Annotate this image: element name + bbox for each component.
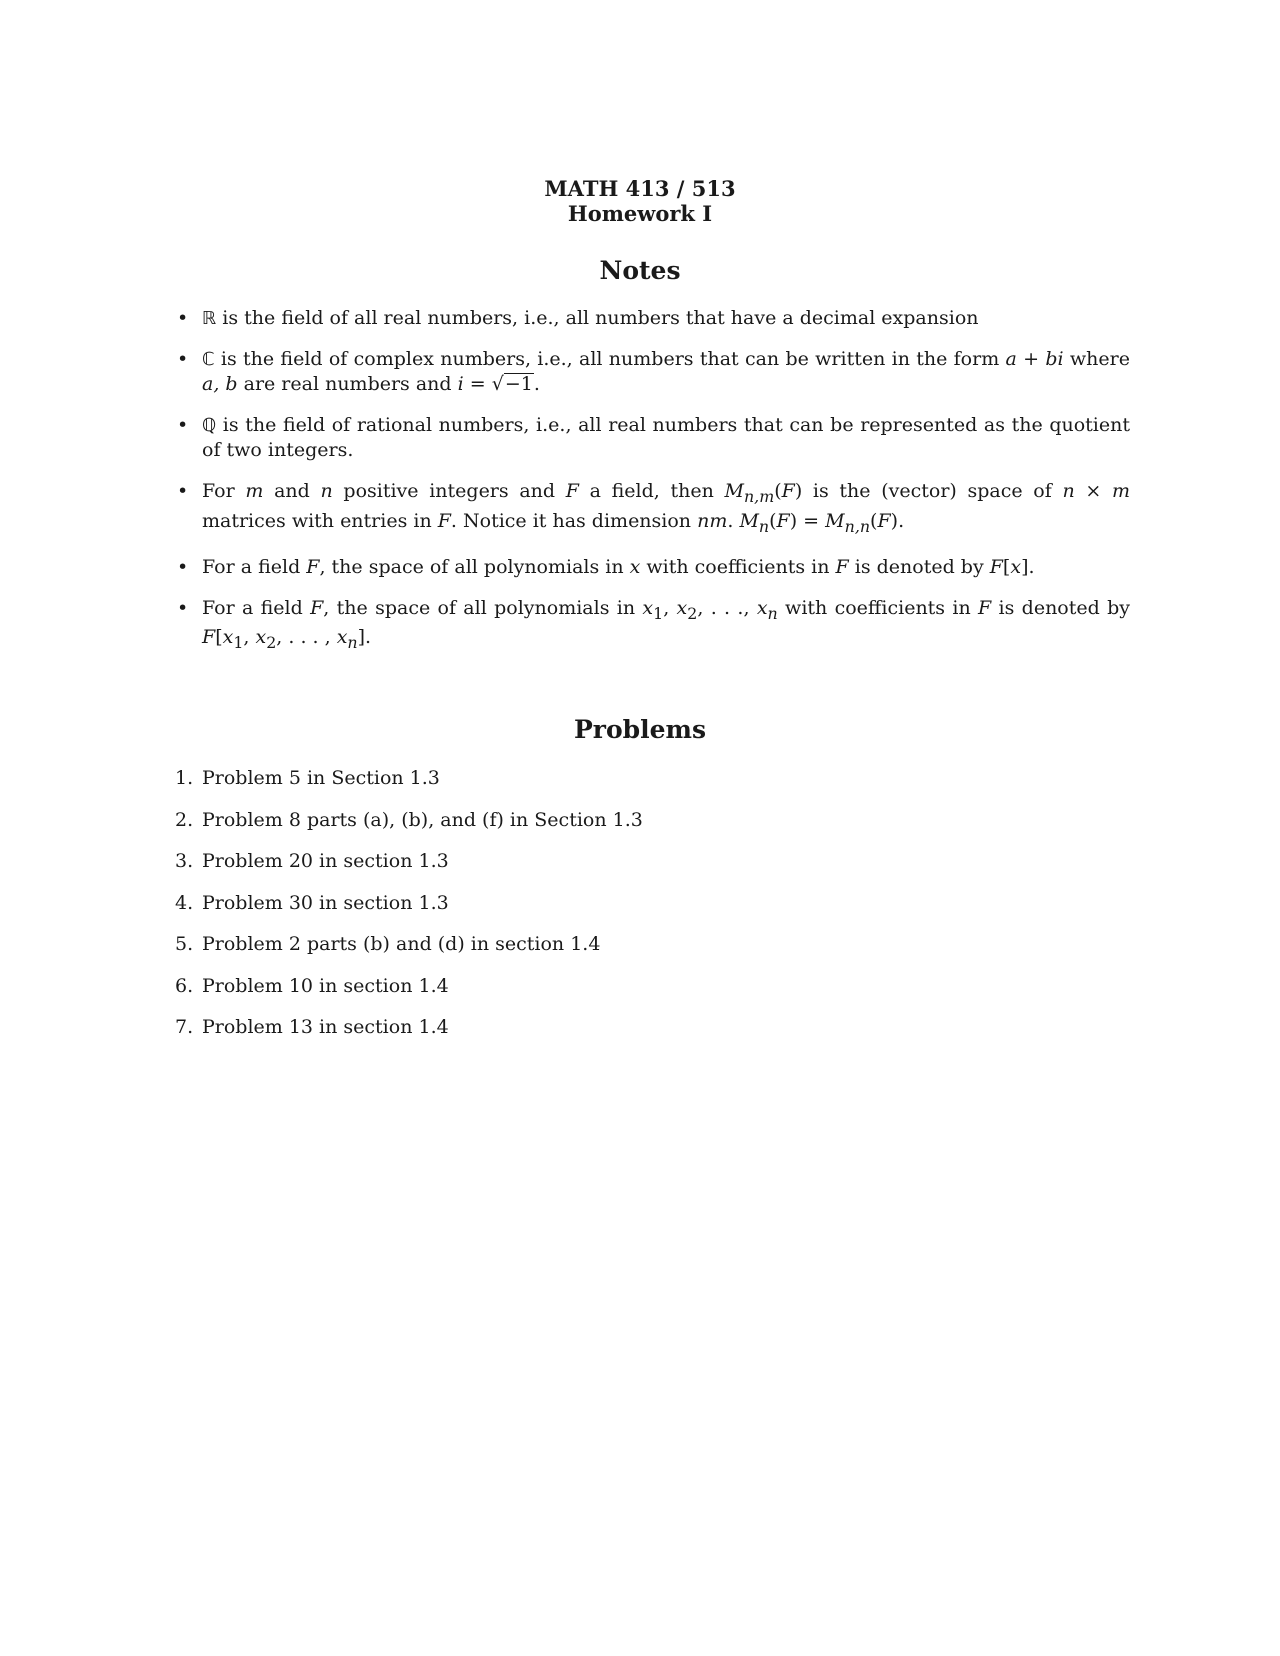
- math-subscript: 1: [233, 633, 244, 653]
- reals-symbol: ℝ: [202, 308, 217, 329]
- bullet-icon: •: [177, 348, 189, 370]
- problem-number: 3.: [175, 850, 194, 872]
- note-text: For a field: [202, 596, 311, 619]
- note-text: , . . . ,: [276, 626, 337, 649]
- math-expression: F: [978, 596, 992, 619]
- note-text: a field, then: [578, 480, 725, 502]
- math-expression: M: [724, 480, 744, 502]
- problem-text: Problem 8 parts (a), (b), and (f) in Section 1.3: [202, 808, 643, 831]
- assignment-title: Homework I: [567, 201, 713, 226]
- note-text: ).: [890, 509, 905, 532]
- note-item-matrices: [175, 479, 1130, 539]
- problems-list: [175, 766, 1130, 1057]
- math-expression: x: [255, 626, 267, 649]
- note-text: , the space of all polynomials in: [323, 596, 643, 619]
- note-item-complex: [175, 347, 1130, 397]
- math-subscript: 2: [687, 603, 698, 623]
- note-text: .: [727, 509, 740, 532]
- note-text: ,: [663, 596, 677, 619]
- problem-number: 5.: [175, 933, 194, 955]
- problem-text: Problem 20 in section 1.3: [202, 850, 449, 872]
- problem-text: Problem 13 in section 1.4: [202, 1016, 449, 1038]
- problem-item: [175, 891, 1130, 916]
- notes-heading: Notes: [599, 256, 681, 285]
- note-text: [: [1002, 555, 1011, 578]
- note-text: where: [1063, 348, 1130, 370]
- problem-number: 7.: [175, 1016, 194, 1038]
- bullet-icon: •: [177, 480, 189, 502]
- note-text: is the field of complex numbers, i.e., all numbers that can be written in the form: [214, 348, 1006, 370]
- note-text: (: [870, 509, 878, 532]
- problem-item: [175, 766, 1130, 791]
- note-text: (: [769, 509, 777, 532]
- note-item-polynomials: [175, 555, 1130, 580]
- math-expression: m: [245, 480, 264, 502]
- problem-text: Problem 30 in section 1.3: [202, 891, 449, 914]
- math-expression: a, b: [202, 373, 238, 395]
- note-text: ].: [1021, 555, 1035, 578]
- note-text: is the field of rational numbers, i.e., all real numbers that can be represented as the quotient of two integers.: [202, 414, 1130, 461]
- note-text: , . . .,: [697, 596, 757, 619]
- math-subscript: n,n: [844, 516, 871, 536]
- problem-text: Problem 10 in section 1.4: [202, 974, 449, 997]
- problem-number: 4.: [175, 891, 194, 914]
- note-text: , the space of all polynomials in: [319, 555, 630, 578]
- problem-item: [175, 849, 1130, 874]
- problem-number: 1.: [175, 767, 194, 789]
- note-text: For a field: [202, 555, 307, 578]
- problem-number: 6.: [175, 974, 194, 997]
- note-item-multivariate-polynomials: [175, 596, 1130, 656]
- note-text: .: [533, 373, 540, 395]
- note-text: (: [774, 480, 782, 502]
- math-subscript: n: [347, 633, 358, 653]
- math-expression: F: [776, 509, 790, 532]
- note-text: matrices with entries in: [202, 509, 438, 532]
- bullet-icon: •: [177, 596, 189, 619]
- note-text: with coefficients in: [640, 555, 836, 578]
- math-expression: M: [825, 509, 845, 532]
- math-subscript: 2: [266, 633, 277, 653]
- math-expression: a + bi: [1005, 348, 1064, 370]
- problem-number: 2.: [175, 808, 194, 831]
- note-text: ) is the (vector) space of: [794, 480, 1063, 502]
- note-text: is the field of all real numbers, i.e., all numbers that have a decimal expansion: [216, 307, 979, 329]
- note-text: ,: [243, 626, 256, 649]
- math-expression: x: [676, 596, 688, 619]
- math-expression: x: [756, 596, 768, 619]
- note-text: = √: [463, 373, 504, 395]
- math-expression: F: [877, 509, 891, 532]
- math-expression: F: [565, 480, 579, 502]
- bullet-icon: •: [177, 414, 189, 436]
- note-text: is denoted by: [991, 596, 1130, 619]
- problem-item: [175, 932, 1130, 957]
- math-expression: n: [320, 480, 333, 502]
- math-expression: F: [989, 555, 1003, 578]
- math-expression: x: [222, 626, 234, 649]
- note-item-reals: [175, 306, 1130, 331]
- math-expression: i: [457, 373, 464, 395]
- math-expression: nm: [697, 509, 728, 532]
- document-header: [0, 176, 1280, 226]
- math-subscript: n: [767, 603, 778, 623]
- note-text: . Notice it has dimension: [450, 509, 698, 532]
- sqrt-radicand: −1: [504, 373, 533, 395]
- math-expression: F: [306, 555, 320, 578]
- course-title: MATH 413 / 513: [544, 176, 736, 201]
- math-expression: x: [336, 626, 348, 649]
- math-expression: F: [202, 626, 216, 649]
- bullet-icon: •: [177, 555, 189, 578]
- problem-item: [175, 1015, 1130, 1040]
- math-subscript: 1: [653, 603, 664, 623]
- math-expression: x: [1010, 555, 1022, 578]
- note-text: are real numbers and: [237, 373, 458, 395]
- note-text: [: [215, 626, 223, 649]
- bullet-icon: •: [177, 307, 189, 329]
- note-item-rationals: [175, 413, 1130, 463]
- math-expression: F: [781, 480, 795, 502]
- math-expression: F: [835, 555, 849, 578]
- notes-list: [175, 306, 1130, 671]
- problem-item: [175, 808, 1130, 833]
- math-subscript: n: [758, 516, 770, 536]
- problem-item: [175, 974, 1130, 999]
- rationals-symbol: ℚ: [202, 415, 217, 436]
- note-text: ) =: [789, 509, 826, 532]
- math-expression: F: [437, 509, 451, 532]
- math-expression: n × m: [1062, 480, 1130, 502]
- note-text: For: [202, 480, 246, 502]
- math-expression: x: [629, 555, 641, 578]
- complex-symbol: ℂ: [202, 349, 215, 370]
- note-text: and: [263, 480, 321, 502]
- math-expression: M: [739, 509, 759, 532]
- problem-text: Problem 5 in Section 1.3: [202, 767, 440, 789]
- problems-heading: Problems: [573, 715, 707, 744]
- math-expression: F: [310, 596, 324, 619]
- math-subscript: n,m: [743, 486, 775, 506]
- problem-text: Problem 2 parts (b) and (d) in section 1.4: [202, 933, 601, 955]
- note-text: with coefficients in: [777, 596, 979, 619]
- note-text: positive integers and: [332, 480, 566, 502]
- math-expression: x: [642, 596, 654, 619]
- note-text: ].: [357, 626, 372, 649]
- note-text: is denoted by: [848, 555, 990, 578]
